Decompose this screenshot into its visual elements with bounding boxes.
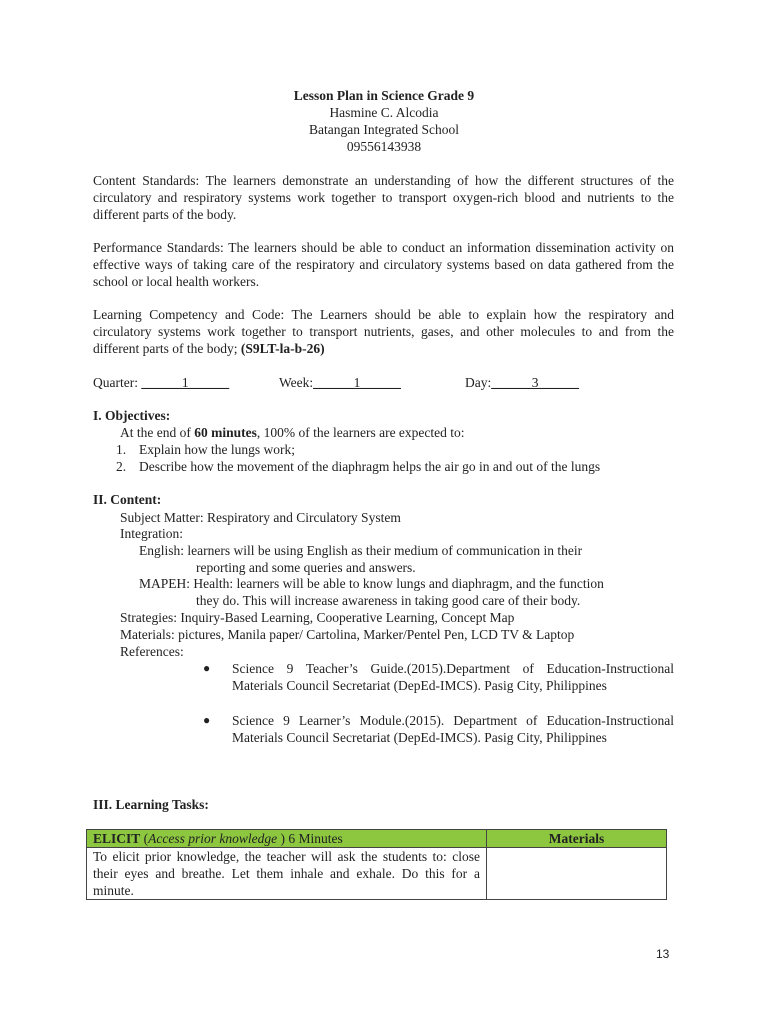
objectives-intro [120, 424, 465, 441]
bullet-icon: ● [203, 661, 211, 675]
elicit-paren-open: ( [140, 831, 149, 846]
learning-tasks-heading: III. Learning Tasks: [93, 797, 209, 812]
table-header-row [87, 830, 667, 848]
document-header [0, 87, 768, 155]
day-value: ______3______ [491, 375, 579, 390]
references-label: References: [120, 644, 184, 659]
elicit-italic: Access prior knowledge [148, 831, 278, 846]
competency-code: (S9LT-la-b-26) [240, 341, 325, 356]
week-label: Week: [279, 375, 314, 390]
reference-item-2: Science 9 Learner’s Module.(2015). Department of Education-Instructional Materials Council Secretariat (DepEd-IMCS). Pasig City, Philippines [232, 713, 674, 745]
author-name: Hasmine C. Alcodia [329, 105, 439, 120]
objective-number-2: 2. [116, 459, 127, 474]
integration-mapeh: MAPEH: Health: learners will be able to know lungs and diaphragm, and the function [139, 576, 604, 591]
integration-label: Integration: [120, 526, 183, 541]
materials-header-cell: Materials [487, 830, 667, 848]
week-field [279, 374, 401, 391]
objectives-intro-post: , 100% of the learners are expected to: [256, 425, 465, 440]
objective-number-1: 1. [116, 442, 127, 457]
objectives-intro-pre: At the end of [120, 425, 195, 440]
day-field [465, 374, 579, 391]
strategies: Strategies: Inquiry-Based Learning, Cooperative Learning, Concept Map [120, 610, 515, 625]
lesson-title: Lesson Plan in Science Grade 9 [293, 88, 475, 103]
week-value: ______1______ [313, 375, 401, 390]
objective-item-1: Explain how the lungs work; [139, 442, 295, 457]
quarter-field [93, 374, 229, 391]
reference-item-1: Science 9 Teacher’s Guide.(2015).Department of Education-Instructional Materials Council Secretariat (DepEd-IMCS). Pasig City, Philippines [232, 661, 674, 693]
objective-item-2: Describe how the movement of the diaphragm helps the air go in and out of the lungs [139, 459, 601, 474]
integration-english-cont: reporting and some queries and answers. [196, 560, 416, 575]
objectives-intro-duration: 60 minutes [194, 425, 257, 440]
content-heading: II. Content: [93, 492, 162, 507]
integration-mapeh-cont: they do. This will increase awareness in taking good care of their body. [196, 593, 581, 608]
table-row [87, 848, 667, 900]
learning-competency-text: Learning Competency and Code: The Learners should be able to explain how the respiratory and circulatory systems work together to transport nutrients, gases, and other molecules to and from the different parts of the body; [93, 307, 674, 356]
performance-standards: Performance Standards: The learners should be able to conduct an information dissemination activity on effective ways of taking care of the respiratory and circulatory systems based on data gathered from the school or local health workers. [93, 240, 674, 289]
quarter-label: Quarter: [93, 375, 138, 390]
elicit-header-cell [87, 830, 487, 848]
subject-matter: Subject Matter: Respiratory and Circulatory System [120, 510, 401, 525]
elicit-label: ELICIT [93, 831, 141, 846]
learning-competency [93, 306, 674, 357]
day-label: Day: [465, 375, 492, 390]
page-number: 13 [656, 947, 670, 961]
integration-english: English: learners will be using English as their medium of communication in their [139, 543, 583, 558]
quarter-value: ______1______ [141, 375, 230, 390]
schedule-row [93, 374, 693, 391]
content-standards: Content Standards: The learners demonstrate an understanding of how the different structures of the circulatory and respiratory systems work together to transport oxygen-rich blood and nutrients to the different parts of the body. [93, 173, 674, 222]
phone-number: 09556143938 [346, 139, 422, 154]
materials: Materials: pictures, Manila paper/ Cartolina, Marker/Pentel Pen, LCD TV & Laptop [120, 627, 575, 642]
elicit-duration: ) 6 Minutes [277, 831, 343, 846]
bullet-icon: ● [203, 713, 211, 727]
learning-tasks-table [86, 829, 667, 900]
school-name: Batangan Integrated School [309, 122, 459, 137]
materials-body-cell [487, 848, 667, 900]
elicit-body-cell: To elicit prior knowledge, the teacher will ask the students to: close their eyes and breathe. Let them inhale and exhale. Do this for a minute. [87, 848, 487, 900]
objectives-heading: I. Objectives: [93, 408, 171, 423]
